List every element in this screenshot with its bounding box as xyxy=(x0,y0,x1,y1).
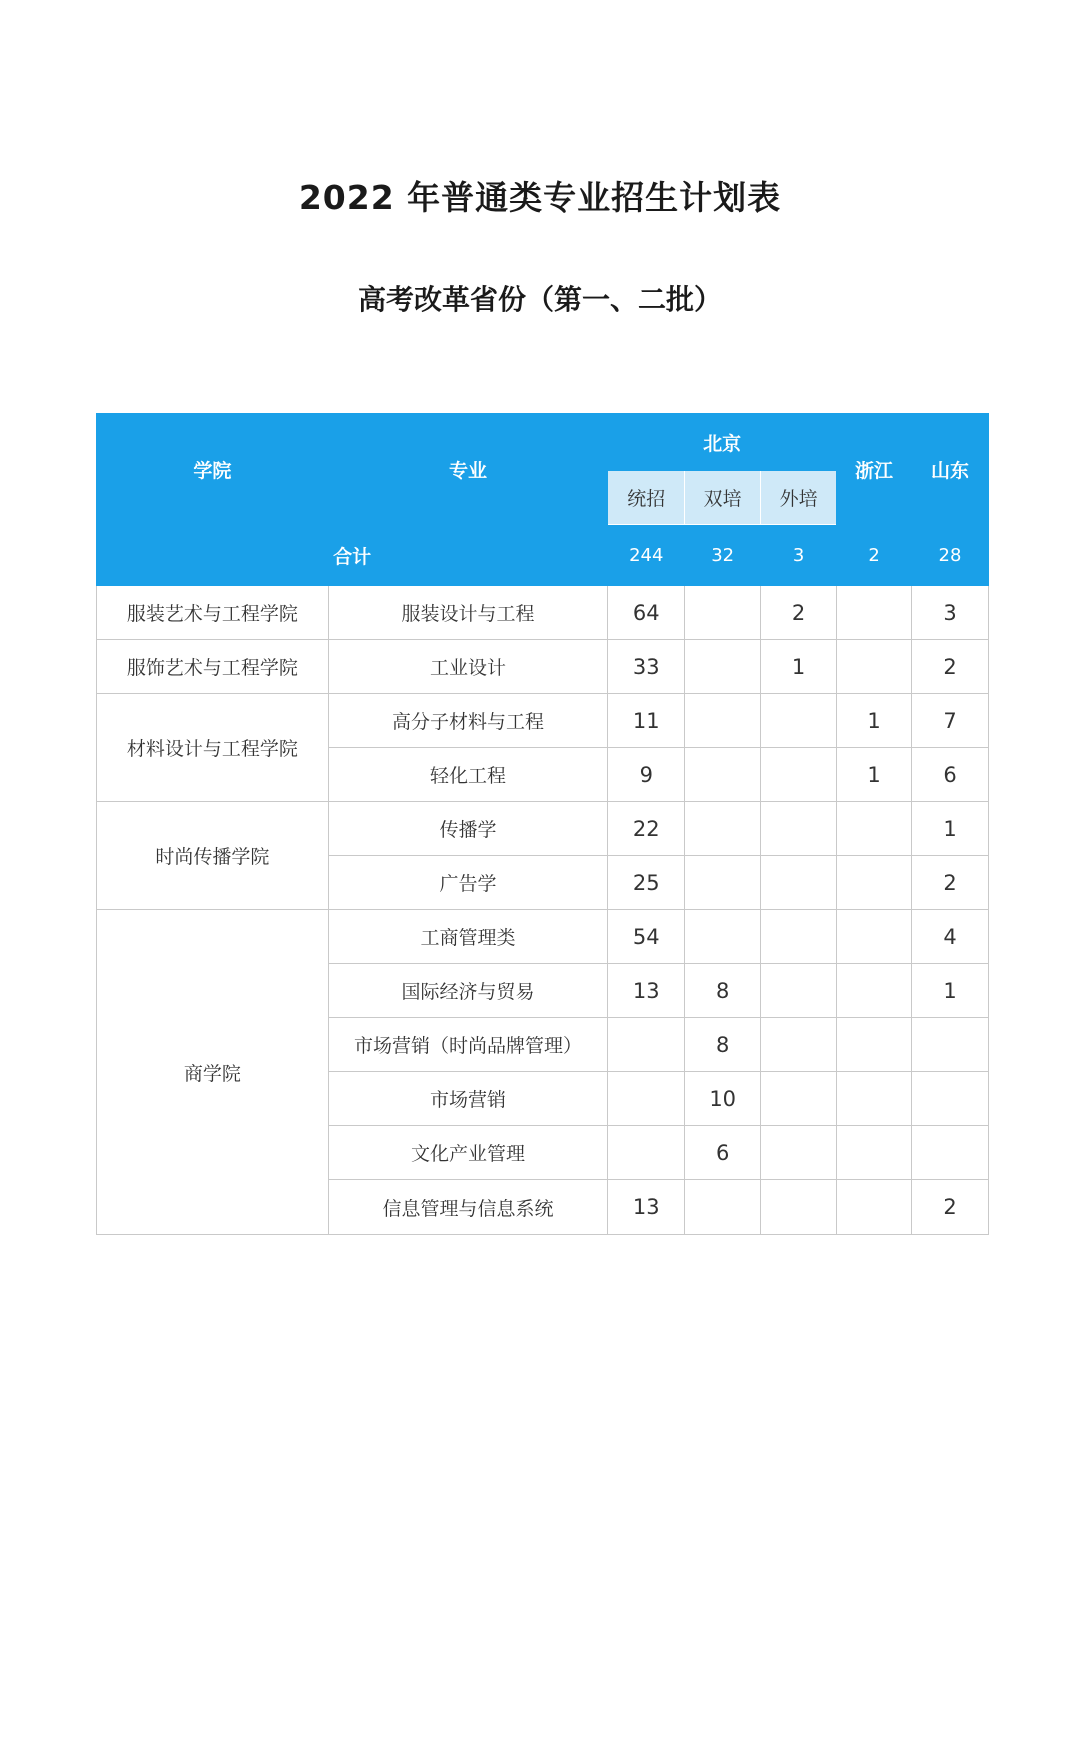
value-cell: 1 xyxy=(761,640,837,694)
major-cell: 市场营销（时尚品牌管理） xyxy=(328,1018,607,1072)
value-cell xyxy=(685,586,761,640)
value-cell: 11 xyxy=(608,694,685,748)
value-cell: 13 xyxy=(608,1180,685,1235)
value-cell xyxy=(685,910,761,964)
value-cell: 25 xyxy=(608,856,685,910)
value-cell xyxy=(685,748,761,802)
header-major: 专业 xyxy=(328,414,607,525)
value-cell xyxy=(608,1126,685,1180)
value-cell: 8 xyxy=(685,1018,761,1072)
value-cell xyxy=(761,910,837,964)
value-cell xyxy=(761,748,837,802)
header-beijing-shuangpei: 双培 xyxy=(685,471,761,525)
table-row xyxy=(97,910,989,964)
value-cell xyxy=(761,694,837,748)
total-cell: 32 xyxy=(685,525,761,586)
college-cell: 服饰艺术与工程学院 xyxy=(97,640,329,694)
college-cell: 材料设计与工程学院 xyxy=(97,694,329,802)
value-cell: 2 xyxy=(912,640,989,694)
value-cell xyxy=(912,1126,989,1180)
header-beijing: 北京 xyxy=(608,414,837,471)
header-shandong: 山东 xyxy=(912,414,989,525)
value-cell xyxy=(837,910,912,964)
value-cell: 6 xyxy=(912,748,989,802)
total-cell: 3 xyxy=(761,525,837,586)
value-cell: 2 xyxy=(761,586,837,640)
value-cell: 6 xyxy=(685,1126,761,1180)
value-cell xyxy=(837,1072,912,1126)
value-cell: 1 xyxy=(837,694,912,748)
value-cell: 1 xyxy=(912,802,989,856)
value-cell xyxy=(685,640,761,694)
value-cell: 10 xyxy=(685,1072,761,1126)
value-cell: 1 xyxy=(912,964,989,1018)
header-college: 学院 xyxy=(97,414,329,525)
value-cell: 54 xyxy=(608,910,685,964)
value-cell xyxy=(837,1018,912,1072)
major-cell: 文化产业管理 xyxy=(328,1126,607,1180)
major-cell: 信息管理与信息系统 xyxy=(328,1180,607,1235)
major-cell: 工业设计 xyxy=(328,640,607,694)
value-cell xyxy=(761,1072,837,1126)
major-cell: 工商管理类 xyxy=(328,910,607,964)
value-cell: 1 xyxy=(837,748,912,802)
value-cell xyxy=(837,1126,912,1180)
value-cell: 3 xyxy=(912,586,989,640)
value-cell xyxy=(837,802,912,856)
table-row xyxy=(97,802,989,856)
header-beijing-tongzhao: 统招 xyxy=(608,471,685,525)
header-beijing-waipei: 外培 xyxy=(761,471,837,525)
major-cell: 传播学 xyxy=(328,802,607,856)
total-cell: 244 xyxy=(608,525,685,586)
value-cell xyxy=(761,856,837,910)
enrollment-plan-table xyxy=(96,413,989,1235)
major-cell: 服装设计与工程 xyxy=(328,586,607,640)
major-cell: 轻化工程 xyxy=(328,748,607,802)
major-cell: 高分子材料与工程 xyxy=(328,694,607,748)
value-cell: 64 xyxy=(608,586,685,640)
total-cell: 28 xyxy=(912,525,989,586)
value-cell: 7 xyxy=(912,694,989,748)
value-cell xyxy=(837,586,912,640)
total-row xyxy=(97,525,989,586)
table-row xyxy=(97,640,989,694)
major-cell: 广告学 xyxy=(328,856,607,910)
major-cell: 国际经济与贸易 xyxy=(328,964,607,1018)
table-row xyxy=(97,694,989,748)
college-cell: 时尚传播学院 xyxy=(97,802,329,910)
value-cell: 2 xyxy=(912,1180,989,1235)
value-cell xyxy=(685,1180,761,1235)
value-cell: 13 xyxy=(608,964,685,1018)
value-cell xyxy=(912,1072,989,1126)
total-cell: 2 xyxy=(837,525,912,586)
value-cell xyxy=(837,964,912,1018)
header-zhejiang: 浙江 xyxy=(837,414,912,525)
major-cell: 市场营销 xyxy=(328,1072,607,1126)
value-cell xyxy=(761,1180,837,1235)
value-cell xyxy=(761,802,837,856)
value-cell: 8 xyxy=(685,964,761,1018)
value-cell xyxy=(837,856,912,910)
value-cell xyxy=(685,856,761,910)
college-cell: 商学院 xyxy=(97,910,329,1235)
value-cell xyxy=(685,802,761,856)
value-cell xyxy=(837,1180,912,1235)
value-cell xyxy=(608,1072,685,1126)
value-cell: 9 xyxy=(608,748,685,802)
value-cell xyxy=(685,694,761,748)
value-cell: 22 xyxy=(608,802,685,856)
value-cell xyxy=(608,1018,685,1072)
value-cell: 4 xyxy=(912,910,989,964)
table-row xyxy=(97,586,989,640)
total-label: 合计 xyxy=(97,525,608,586)
college-cell: 服装艺术与工程学院 xyxy=(97,586,329,640)
value-cell xyxy=(837,640,912,694)
value-cell xyxy=(912,1018,989,1072)
value-cell xyxy=(761,1126,837,1180)
value-cell: 2 xyxy=(912,856,989,910)
page-title: 2022 年普通类专业招生计划表 xyxy=(298,178,782,217)
value-cell xyxy=(761,964,837,1018)
value-cell xyxy=(761,1018,837,1072)
value-cell: 33 xyxy=(608,640,685,694)
page-subtitle: 高考改革省份（第一、二批） xyxy=(357,283,722,316)
